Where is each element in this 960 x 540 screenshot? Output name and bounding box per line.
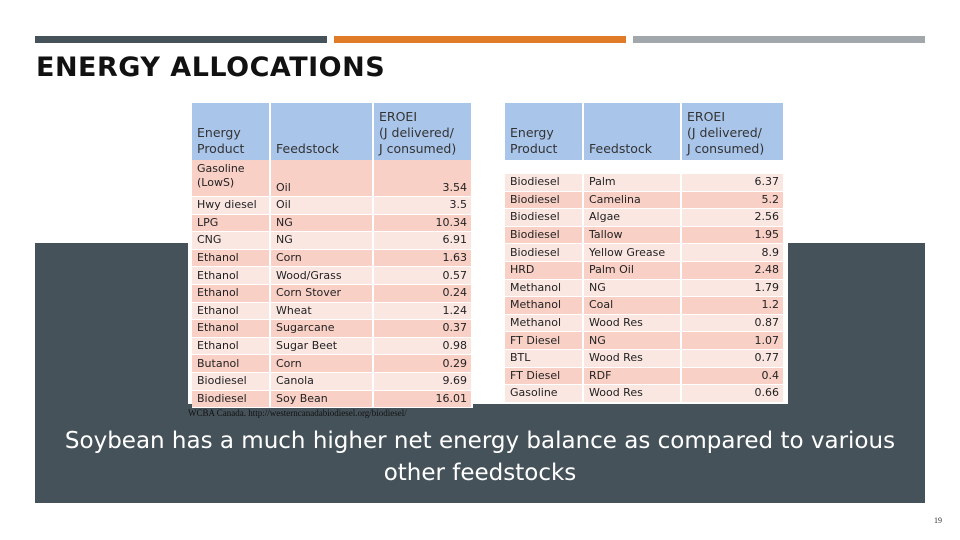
table-row bbox=[192, 197, 472, 215]
cell-product: Biodiesel bbox=[505, 226, 583, 244]
cell-product: HRD bbox=[505, 261, 583, 279]
cell-eroei: 0.57 bbox=[373, 267, 472, 285]
table-row bbox=[192, 232, 472, 250]
table-row bbox=[192, 390, 472, 408]
cell-product: Gasoline bbox=[505, 385, 583, 403]
table-header-row bbox=[192, 103, 472, 160]
cell-feedstock: RDF bbox=[583, 367, 681, 385]
cell-eroei: 1.63 bbox=[373, 249, 472, 267]
cell-product: Butanol bbox=[192, 355, 270, 373]
cell-feedstock: Coal bbox=[583, 297, 681, 315]
cell-feedstock: NG bbox=[583, 332, 681, 350]
cell-eroei: 0.29 bbox=[373, 355, 472, 373]
table-row bbox=[505, 209, 784, 227]
cell-eroei: 2.56 bbox=[681, 209, 784, 227]
cell-feedstock: Soy Bean bbox=[270, 390, 373, 408]
cell-product: CNG bbox=[192, 232, 270, 250]
cell-product: Biodiesel bbox=[192, 372, 270, 390]
cell-product: BTL bbox=[505, 349, 583, 367]
slide-caption: Soybean has a much higher net energy balance as compared to various other feedstocks bbox=[64, 428, 896, 486]
cell-product: Biodiesel bbox=[505, 174, 583, 192]
cell-product: Ethanol bbox=[192, 249, 270, 267]
cell-feedstock: Oil bbox=[270, 160, 373, 197]
header-energy-product: Energy Product bbox=[505, 103, 583, 160]
cell-eroei: 6.37 bbox=[681, 174, 784, 192]
cell-feedstock: NG bbox=[270, 214, 373, 232]
table-row bbox=[192, 249, 472, 267]
cell-feedstock: Wheat bbox=[270, 302, 373, 320]
cell-product: Biodiesel bbox=[505, 244, 583, 262]
table-row bbox=[505, 332, 784, 350]
cell-eroei: 1.95 bbox=[681, 226, 784, 244]
table-row bbox=[192, 372, 472, 390]
cell-product: Methanol bbox=[505, 314, 583, 332]
cell-eroei: 10.34 bbox=[373, 214, 472, 232]
table-row bbox=[192, 284, 472, 302]
accent-bar-orange bbox=[334, 36, 626, 43]
cell-eroei: 0.37 bbox=[373, 320, 472, 338]
cell-feedstock: Wood Res bbox=[583, 314, 681, 332]
cell-eroei: 0.77 bbox=[681, 349, 784, 367]
header-feedstock: Feedstock bbox=[583, 103, 681, 160]
cell-product: Biodiesel bbox=[505, 209, 583, 227]
cell-feedstock: Wood Res bbox=[583, 385, 681, 403]
cell-product: Ethanol bbox=[192, 267, 270, 285]
table-row bbox=[505, 385, 784, 403]
cell-feedstock: NG bbox=[583, 279, 681, 297]
cell-eroei: 1.2 bbox=[681, 297, 784, 315]
cell-eroei: 0.4 bbox=[681, 367, 784, 385]
slide-title: ENERGY ALLOCATIONS bbox=[36, 52, 386, 83]
cell-feedstock: Corn bbox=[270, 355, 373, 373]
table-row bbox=[505, 297, 784, 315]
cell-feedstock: Camelina bbox=[583, 191, 681, 209]
cell-feedstock: Palm Oil bbox=[583, 261, 681, 279]
accent-bar-gray bbox=[633, 36, 925, 43]
cell-eroei: 0.98 bbox=[373, 337, 472, 355]
header-eroei: EROEI (J delivered/ J consumed) bbox=[681, 103, 784, 160]
table-row bbox=[192, 355, 472, 373]
table-row bbox=[505, 244, 784, 262]
cell-eroei: 2.48 bbox=[681, 261, 784, 279]
cell-eroei: 0.87 bbox=[681, 314, 784, 332]
table-row bbox=[505, 191, 784, 209]
header-energy-product: Energy Product bbox=[192, 103, 270, 160]
cell-product: Ethanol bbox=[192, 284, 270, 302]
table-row bbox=[192, 160, 472, 197]
table-row bbox=[192, 214, 472, 232]
cell-product: Ethanol bbox=[192, 337, 270, 355]
cell-eroei: 0.24 bbox=[373, 284, 472, 302]
cell-product: Methanol bbox=[505, 297, 583, 315]
table-row bbox=[192, 302, 472, 320]
cell-feedstock: Sugar Beet bbox=[270, 337, 373, 355]
table-row bbox=[505, 349, 784, 367]
cell-feedstock: Algae bbox=[583, 209, 681, 227]
table-row bbox=[505, 314, 784, 332]
cell-product: Gasoline (LowS) bbox=[192, 160, 270, 197]
cell-product: Ethanol bbox=[192, 302, 270, 320]
table-row bbox=[505, 261, 784, 279]
cell-product: Biodiesel bbox=[505, 191, 583, 209]
cell-feedstock: NG bbox=[270, 232, 373, 250]
table-row bbox=[505, 174, 784, 192]
cell-feedstock: Wood Res bbox=[583, 349, 681, 367]
cell-product: Ethanol bbox=[192, 320, 270, 338]
eroei-table-left bbox=[192, 103, 473, 408]
cell-eroei: 1.07 bbox=[681, 332, 784, 350]
table-row bbox=[192, 320, 472, 338]
accent-bar-dark bbox=[35, 36, 327, 43]
cell-feedstock: Corn bbox=[270, 249, 373, 267]
table-row bbox=[192, 267, 472, 285]
header-feedstock: Feedstock bbox=[270, 103, 373, 160]
table-header-row bbox=[505, 103, 784, 160]
cell-product: LPG bbox=[192, 214, 270, 232]
cell-feedstock: Tallow bbox=[583, 226, 681, 244]
header-eroei: EROEI (J delivered/ J consumed) bbox=[373, 103, 472, 160]
cell-eroei: 1.79 bbox=[681, 279, 784, 297]
table-row bbox=[192, 337, 472, 355]
cell-feedstock: Wood/Grass bbox=[270, 267, 373, 285]
cell-feedstock: Canola bbox=[270, 372, 373, 390]
source-citation: WCBA Canada. http://westerncanadabiodiesel.org/biodiesel/ bbox=[188, 408, 407, 418]
cell-product: Methanol bbox=[505, 279, 583, 297]
cell-eroei: 5.2 bbox=[681, 191, 784, 209]
table-row bbox=[505, 367, 784, 385]
table-row bbox=[505, 226, 784, 244]
table-spacer-row bbox=[505, 160, 784, 174]
cell-eroei: 3.54 bbox=[373, 160, 472, 197]
cell-product: FT Diesel bbox=[505, 332, 583, 350]
cell-feedstock: Corn Stover bbox=[270, 284, 373, 302]
cell-eroei: 16.01 bbox=[373, 390, 472, 408]
cell-eroei: 9.69 bbox=[373, 372, 472, 390]
cell-product: Hwy diesel bbox=[192, 197, 270, 215]
cell-eroei: 3.5 bbox=[373, 197, 472, 215]
cell-product: FT Diesel bbox=[505, 367, 583, 385]
cell-eroei: 1.24 bbox=[373, 302, 472, 320]
slide-number: 19 bbox=[934, 516, 942, 525]
cell-eroei: 6.91 bbox=[373, 232, 472, 250]
cell-feedstock: Oil bbox=[270, 197, 373, 215]
eroei-table-right bbox=[505, 103, 785, 403]
cell-eroei: 8.9 bbox=[681, 244, 784, 262]
eroei-table-image bbox=[188, 103, 788, 404]
cell-feedstock: Palm bbox=[583, 174, 681, 192]
cell-eroei: 0.66 bbox=[681, 385, 784, 403]
cell-product: Biodiesel bbox=[192, 390, 270, 408]
cell-feedstock: Sugarcane bbox=[270, 320, 373, 338]
cell-feedstock: Yellow Grease bbox=[583, 244, 681, 262]
table-row bbox=[505, 279, 784, 297]
